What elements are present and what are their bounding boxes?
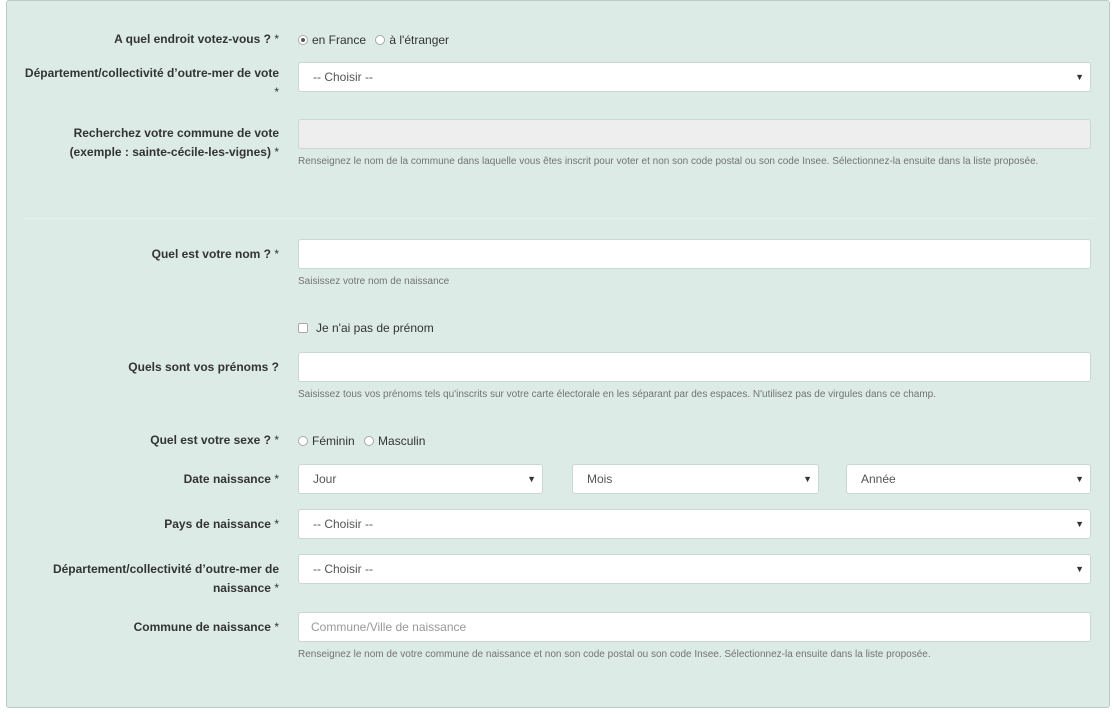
radio-unchecked-icon[interactable] [375,35,385,45]
chevron-down-icon: ▼ [1075,519,1084,529]
first-names-help: Saisissez tous vos prénoms tels qu'inscrits sur votre carte électorale en les séparant par des espaces. N'utilisez pas de virgules dans ce champ. [298,389,937,400]
birth-commune-input[interactable]: Commune/Ville de naissance [298,612,1091,642]
vote-department-select[interactable]: -- Choisir -- ▼ [298,62,1091,92]
chevron-down-icon: ▼ [1075,474,1084,484]
vote-commune-label: Recherchez votre commune de vote (exemple : sainte-cécile-les-vignes) * [69,126,279,159]
birth-commune-help: Renseignez le nom de votre commune de naissance et non son code postal ou son code Insee. Sélectionnez-la ensuite dans la liste proposée. [298,649,931,660]
radio-masculin[interactable]: Masculin [364,434,425,448]
sex-radio-group [298,432,425,450]
vote-commune-help: Renseignez le nom de la commune dans laquelle vous êtes inscrit pour voter et non son code postal ou son code Insee. Sélectionnez-la ensuite dans la liste proposée. [298,156,1039,167]
vote-department-label: Département/collectivité d’outre-mer de vote * [24,66,279,99]
birth-date-label: Date naissance * [183,472,279,486]
radio-feminin[interactable]: Féminin [298,434,355,448]
radio-unchecked-icon[interactable] [298,436,308,446]
chevron-down-icon: ▼ [527,474,536,484]
last-name-label: Quel est votre nom ? * [151,247,279,261]
vote-location-radio-group [298,31,449,49]
birth-country-select[interactable]: -- Choisir -- ▼ [298,509,1091,539]
birth-department-select[interactable]: -- Choisir -- ▼ [298,554,1091,584]
last-name-help: Saisissez votre nom de naissance [298,276,450,287]
birth-day-select[interactable]: Jour ▼ [298,464,543,494]
radio-en-france[interactable]: en France [298,33,366,47]
chevron-down-icon: ▼ [1075,564,1084,574]
last-name-input[interactable] [298,239,1091,269]
birth-year-select[interactable]: Année ▼ [846,464,1091,494]
birth-month-select[interactable]: Mois ▼ [572,464,819,494]
birth-country-label: Pays de naissance * [164,517,279,531]
checkbox-icon[interactable] [298,323,308,333]
vote-commune-input[interactable] [298,119,1091,149]
chevron-down-icon: ▼ [1075,72,1084,82]
birth-commune-label: Commune de naissance * [133,620,279,634]
chevron-down-icon: ▼ [803,474,812,484]
section-divider [23,218,1095,219]
no-first-name-checkbox[interactable]: Je n'ai pas de prénom [298,319,434,337]
sex-label: Quel est votre sexe ? * [150,433,279,447]
radio-checked-icon[interactable] [298,35,308,45]
radio-etranger[interactable]: à l'étranger [375,33,449,47]
vote-location-label: A quel endroit votez-vous ? * [114,32,279,46]
first-names-label: Quels sont vos prénoms ? [128,360,279,374]
first-names-input[interactable] [298,352,1091,382]
birth-department-label: Département/collectivité d’outre-mer de naissance * [52,562,279,595]
registration-form-panel [6,0,1110,708]
radio-unchecked-icon[interactable] [364,436,374,446]
